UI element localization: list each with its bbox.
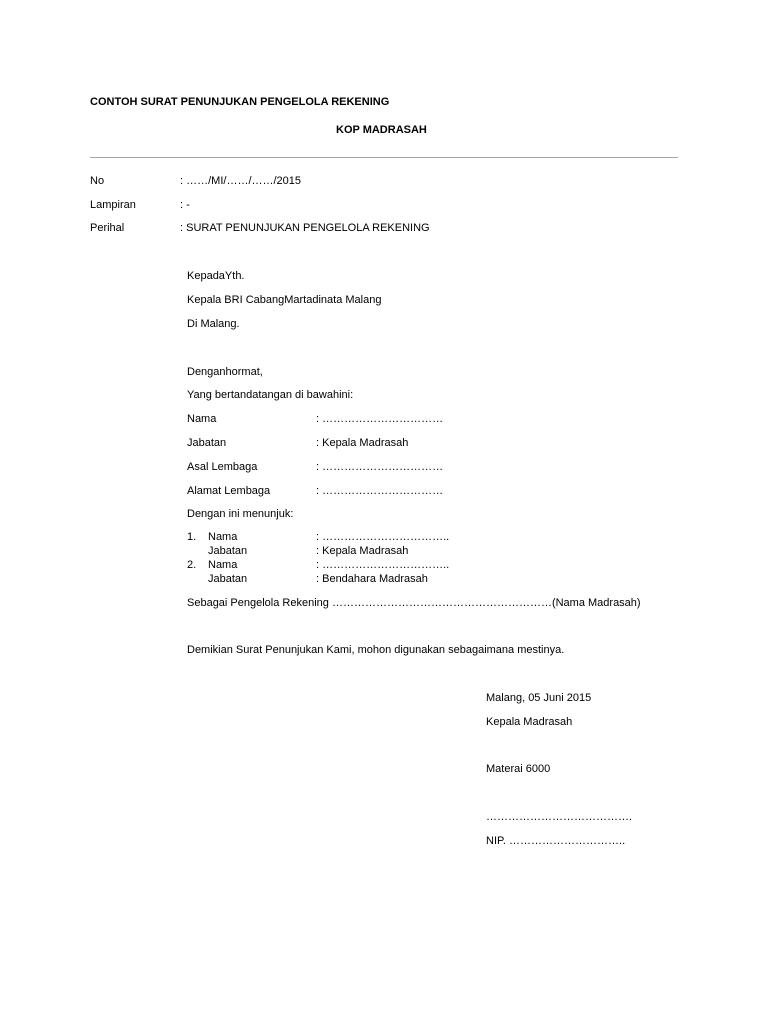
closing-statement: Demikian Surat Penunjukan Kami, mohon digunakan sebagaimana mestinya. xyxy=(187,644,565,656)
appointee-2-name-value: : …………………………….. xyxy=(316,559,450,571)
appointee-2-position-value: : Bendahara Madrasah xyxy=(316,573,428,585)
account-manager-line: Sebagai Pengelola Rekening ……………………………………………………(Nama Madrasah) xyxy=(187,597,641,609)
signer-address-label: Alamat Lembaga xyxy=(187,485,271,497)
signature-position: Kepala Madrasah xyxy=(486,716,573,728)
appointee-1-position-label: Jabatan xyxy=(208,545,248,557)
signature-name-line: …………………………………. xyxy=(486,811,633,823)
field-perihal-value: : SURAT PENUNJUKAN PENGELOLA REKENING xyxy=(180,222,430,234)
signer-position-value: : Kepala Madrasah xyxy=(316,437,409,449)
recipient-name: Kepala BRI CabangMartadinata Malang xyxy=(187,294,382,306)
recipient-salutation: KepadaYth. xyxy=(187,270,245,282)
signer-name-value: : …………………………… xyxy=(316,413,444,425)
appointee-1-name-label: Nama xyxy=(208,531,238,543)
letterhead: KOP MADRASAH xyxy=(336,124,427,136)
signer-institution-value: : …………………………… xyxy=(316,461,444,473)
signature-nip: NIP. ………………………….. xyxy=(486,835,626,847)
document-title: CONTOH SURAT PENUNJUKAN PENGELOLA REKENING xyxy=(90,96,390,108)
appointee-1-position-value: : Kepala Madrasah xyxy=(316,545,409,557)
field-perihal-label: Perihal xyxy=(90,222,125,234)
appoint-intro: Dengan ini menunjuk: xyxy=(187,508,294,520)
field-lampiran-value: : - xyxy=(180,199,190,211)
appointee-2-name-label: Nama xyxy=(208,559,238,571)
divider-line xyxy=(90,157,678,158)
recipient-location: Di Malang. xyxy=(187,318,240,330)
greeting: Denganhormat, xyxy=(187,366,263,378)
field-no-label: No xyxy=(90,175,105,187)
stamp-duty-note: Materai 6000 xyxy=(486,763,551,775)
appointee-2-position-label: Jabatan xyxy=(208,573,248,585)
signer-intro: Yang bertandatangan di bawahini: xyxy=(187,389,354,401)
signer-name-label: Nama xyxy=(187,413,217,425)
signer-address-value: : …………………………… xyxy=(316,485,444,497)
signer-institution-label: Asal Lembaga xyxy=(187,461,258,473)
appointee-1-number: 1. xyxy=(187,531,197,543)
field-no-value: : ……/MI/……/……/2015 xyxy=(180,175,302,187)
signature-place-date: Malang, 05 Juni 2015 xyxy=(486,692,592,704)
appointee-1-name-value: : …………………………….. xyxy=(316,531,450,543)
field-lampiran-label: Lampiran xyxy=(90,199,136,211)
appointee-2-number: 2. xyxy=(187,559,197,571)
signer-position-label: Jabatan xyxy=(187,437,227,449)
